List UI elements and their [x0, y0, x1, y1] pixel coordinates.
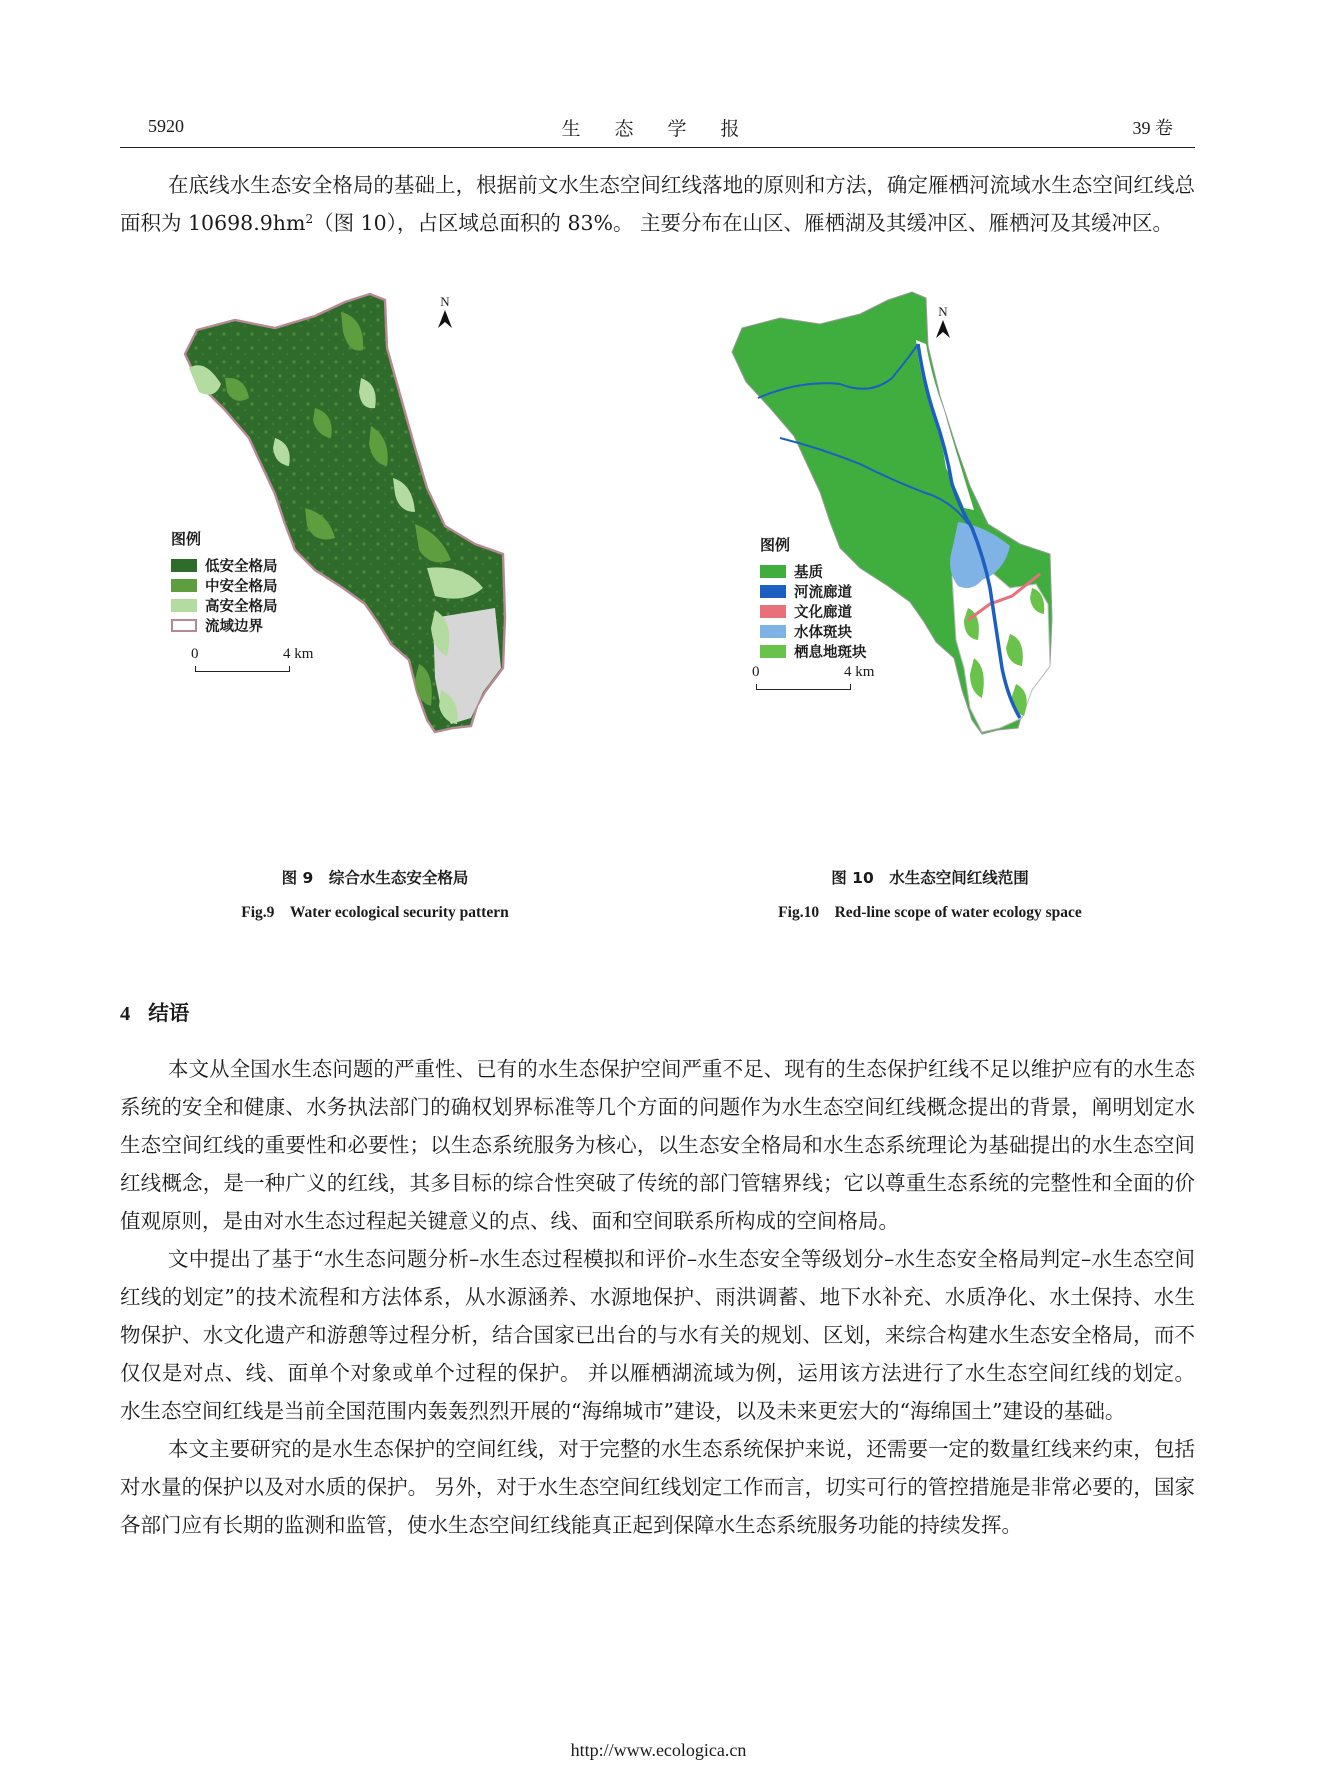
conclusion-paragraph: 本文从全国水生态问题的严重性、已有的水生态保护空间严重不足、现有的生态保护红线不足以维护应有的水生态系统的安全和健康、水务执法部门的确权划界标准等几个方面的问题作为水生态空间红线概念提出的背景，阐明划定水生态空间红线的重要性和必要性；以生态系统服务为核心，以生态安全格局和水生态系统理论为基础提出的水生态空间红线概念，是一种广义的红线，其多目标的综合性突破了传统的部门管辖界线；它以尊重生态系统的完整性和全面的价值观原则，是由对水生态过程起关键意义的点、线、面和空间联系所构成的空间格局。 [120, 1057, 1195, 1233]
legend-swatch [760, 625, 786, 638]
legend-item [171, 595, 278, 615]
scale-end: 4 km [844, 664, 875, 680]
scale-end: 4 km [283, 646, 314, 662]
conclusion-paragraph: 文中提出了基于“水生态问题分析–水生态过程模拟和评价–水生态安全等级划分–水生态安全格局判定–水生态空间红线的划定”的技术流程和方法体系，从水源涵养、水源地保护、雨洪调蓄、地下水补充、水质净化、水土保持、水生物保护、水文化遗产和游憩等过程分析，结合国家已出台的与水有关的规划、区划，来综合构建水生态安全格局，而不仅仅是对点、线、面单个对象或单个过程的保护。 并以雁栖湖流域为例，运用该方法进行了水生态空间红线的划定。 水生态空间红线是当前全国范围内轰轰烈烈开展的“海绵城市”建设，以及未来更宏大的“海绵国土”建设的基础。 [120, 1247, 1195, 1423]
north-arrow-icon [437, 310, 453, 328]
legend-item [760, 561, 867, 581]
legend-swatch [171, 559, 197, 572]
figure-9-caption-en: Fig.9 Water ecological security pattern [241, 904, 509, 921]
legend-label: 水体斑块 [794, 624, 852, 641]
legend-label: 高安全格局 [205, 598, 278, 615]
legend-label: 低安全格局 [205, 558, 278, 575]
legend-swatch [171, 579, 197, 592]
north-arrow: N [935, 304, 951, 342]
legend-swatch [171, 619, 197, 632]
page-number: 5920 [148, 116, 184, 136]
figure-9-legend [171, 528, 278, 635]
legend-item [760, 601, 867, 621]
north-arrow: N [437, 294, 453, 332]
legend-swatch [760, 645, 786, 658]
page-header [120, 108, 1195, 148]
figure-10 [720, 288, 1140, 921]
legend-label: 基质 [794, 564, 823, 581]
legend-swatch [760, 605, 786, 618]
legend-label: 中安全格局 [205, 578, 278, 595]
legend-item [171, 555, 278, 575]
intro-paragraph [120, 166, 1195, 242]
legend-swatch [760, 585, 786, 598]
intro-text-b: （图 10），占区域总面积的 83%。 主要分布在山区、雁栖湖及其缓冲区、雁栖河及其缓冲区。 [313, 211, 1174, 235]
legend-swatch [760, 565, 786, 578]
section-number: 4 [120, 1003, 131, 1025]
scale-zero: 0 [752, 664, 760, 680]
white-area [952, 564, 1050, 732]
figure-10-caption-en: Fig.10 Red-line scope of water ecology space [778, 904, 1082, 921]
figure-10-legend [760, 534, 867, 661]
figure-9 [165, 288, 585, 921]
legend-item [760, 581, 867, 601]
conclusion-paragraph: 本文主要研究的是水生态保护的空间红线，对于完整的水生态系统保护来说，还需要一定的数量红线来约束，包括对水量的保护以及对水质的保护。 另外，对于水生态空间红线划定工作而言，切实可行的管控措施是非常必要的，国家各部门应有长期的监测和监管，使水生态空间红线能真正起到保障水生态系统服务功能的持续发挥。 [120, 1437, 1195, 1537]
scale-zero: 0 [191, 646, 199, 662]
legend-label: 河流廊道 [794, 584, 852, 601]
section-heading [120, 996, 189, 1026]
legend-label: 文化廊道 [794, 604, 852, 621]
section-title: 结语 [148, 1001, 190, 1025]
journal-title: 生 态 学 报 [561, 118, 754, 140]
volume-label: 39 卷 [1132, 118, 1173, 138]
figure-9-caption-cn: 图 9 综合水生态安全格局 [281, 869, 469, 887]
legend-item [760, 641, 867, 661]
intro-text-a: 在底线水生态安全格局的基础上，根据前文水生态空间红线落地的原则和方法，确定雁栖河流域水生态空间红线总面积为 10698.9hm [120, 173, 1195, 235]
north-arrow-icon [935, 320, 951, 338]
legend-title: 图例 [171, 530, 202, 548]
figure-10-caption-cn: 图 10 水生态空间红线范围 [831, 869, 1029, 887]
superscript: 2 [305, 212, 314, 226]
legend-title: 图例 [760, 536, 791, 554]
legend-item [760, 621, 867, 641]
footer-url: http://www.ecologica.cn [570, 1740, 747, 1760]
legend-swatch [171, 599, 197, 612]
legend-item [171, 615, 278, 635]
conclusion-body [120, 1050, 1195, 1544]
legend-label: 流域边界 [205, 618, 263, 635]
legend-label: 栖息地斑块 [794, 644, 867, 661]
legend-item [171, 575, 278, 595]
